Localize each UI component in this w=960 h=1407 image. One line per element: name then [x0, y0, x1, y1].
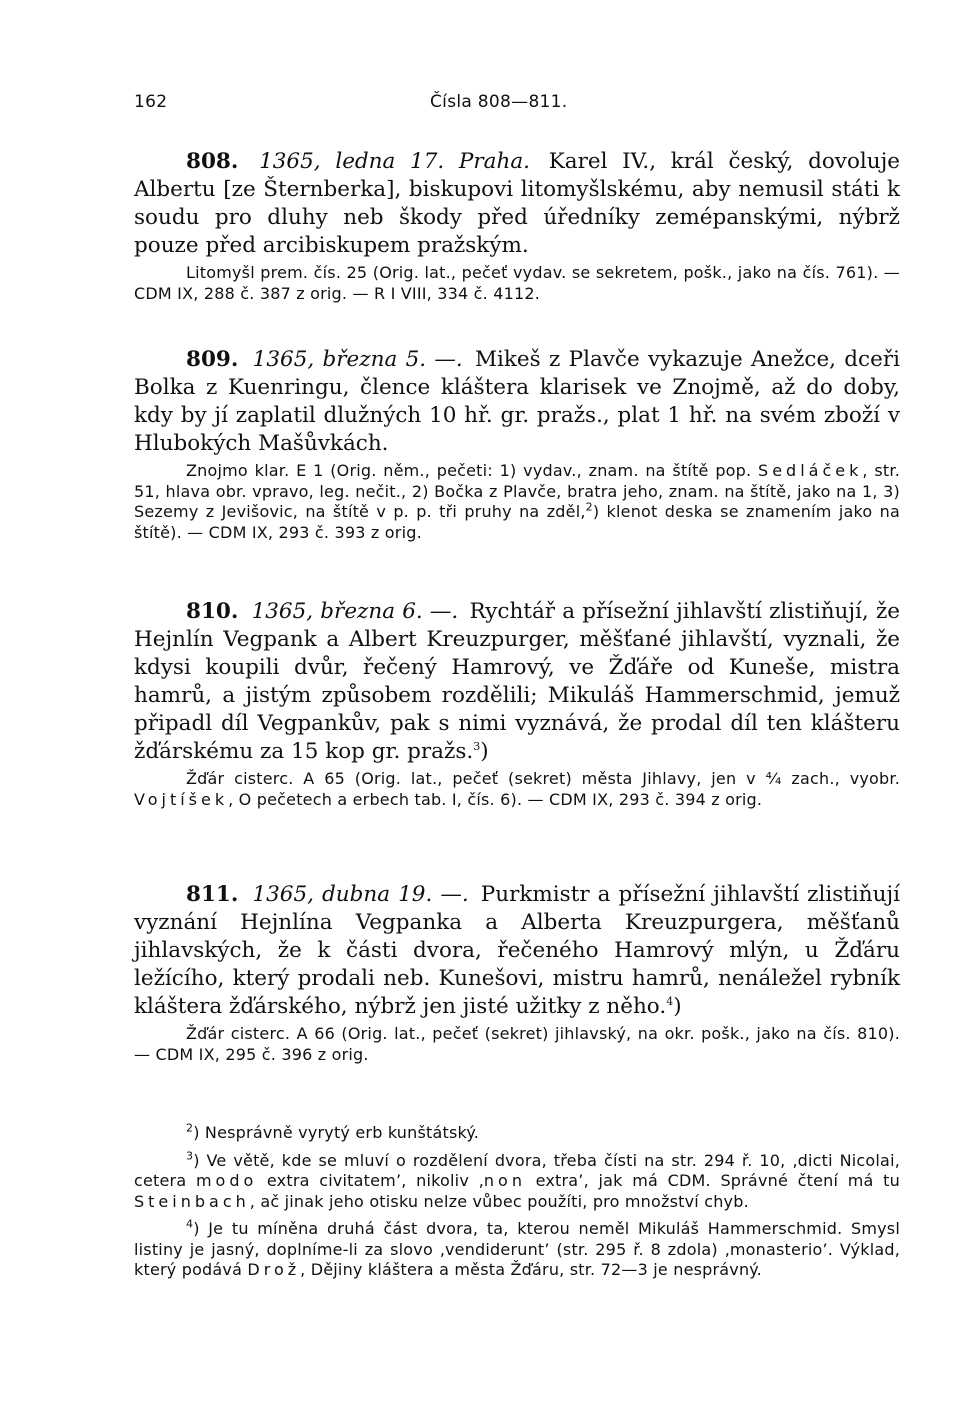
entry-source-note: Znojmo klar. E 1 (Orig. něm., pečeti: 1) vydav., znam. na štítě pop. Sedláček, str. 51, hlava obr. vpravo, leg. nečit., 2) Bočka z Plavče, bratra jeho, znam. na štítě, jako na 1, 3) Sezemy z Jevišovic, na štítě v p. p. tři pruhy na zděl,$^2$) klenot deska se znamením jako na štítě). — CDM IX, 293 č. 393 z orig.	[134, 461, 900, 542]
entry-date: 1365, dubna 19. —.	[252, 882, 469, 907]
entry-810	[134, 598, 900, 810]
entry-number: 809.	[186, 347, 239, 372]
footnote-4: $^4$) Je tu míněna druhá část dvora, ta, kterou neměl Mikuláš Hammerschmid. Smysl listiny je jasný, doplníme-li za slovo ‚vendiderunt’ (str. 295 ř. 8 zdola) ‚monasterio’. Výklad, který podává Drož, Dějiny kláštera a města Žďáru, str. 72—3 je nesprávný.	[134, 1217, 900, 1279]
entry-text: Purkmistr a přísežní jihlavští zlistiňují vyznání Hejnlína Vegpanka a Alberta Kreuzpurgera, měšťanů jihlavských, že k části dvora, řečeného Hamrový mlýn, u Žďáru ležícího, který prodali neb. Kunešovi, mistru hamrů, nenáležel rybník kláštera žďárského, nýbrž jen jisté užitky z něho.	[134, 882, 901, 1019]
spaced-name: Sedláček	[758, 461, 863, 480]
running-header	[134, 92, 900, 116]
entry-text: Mikeš z Plavče vykazuje Anežce, dceři Bolka z Kuenringu, člence kláštera klarisek ve Znojmě, až do doby, kdy by jí zaplatil dlužných 10 hř. gr. pražs., plat 1 hř. na svém zboží v Hlubokých Mašůvkách.	[134, 347, 900, 456]
footnote-ref: 3	[473, 739, 481, 753]
entry-809	[134, 346, 900, 543]
entry-text: Rychtář a přísežní jihlavští zlistiňují, že Hejnlín Vegpank a Albert Kreuzpurger, měšťané jihlavští, vyznali, že kdysi koupili dvůr, řečený Hamrový, ve Žďáře od Kuneše, mistra hamrů, a jistým způsobem rozdělili; Mikuláš Hammerschmid, jemuž připadl díl Vegpankův, pak s nimi vyznává, že prodal díl ten klášteru žďárskému za 15 kop gr. pražs.	[134, 599, 900, 764]
footnote-ref: 4	[666, 994, 674, 1008]
entry-source-note: Žďár cisterc. A 66 (Orig. lat., pečeť (sekret) jihlavský, na okr. pošk., jako na čís. 810). — CDM IX, 295 č. 396 z orig.	[134, 1024, 900, 1064]
spaced-name: Steinbach	[134, 1191, 250, 1211]
entry-number: 811.	[186, 882, 239, 907]
footnote-mark: 3	[186, 1149, 194, 1163]
entry-body	[134, 148, 900, 260]
page-number: 162	[134, 92, 168, 112]
entry-number: 810.	[186, 599, 239, 624]
footnote-2: $^2$) Nesprávně vyrytý erb kunštátský.	[186, 1121, 480, 1142]
entry-number: 808.	[186, 149, 239, 174]
spaced-word: non	[483, 1171, 526, 1190]
entry-body: 811. 1365, dubna 19. —. Purkmistr a přísežní jihlavští zlistiňují vyznání Hejnlína Vegpanka a Alberta Kreuzpurgera, měšťanů jihlavských, že k části dvora, řečeného Hamrový mlýn, u Žďáru ležícího, který prodali neb. Kunešovi, mistru hamrů, nenáležel rybník kláštera žďárského, nýbrž jen jisté užitky z něho.$^4$)	[134, 882, 901, 1019]
entry-source-note: Žďár cisterc. A 65 (Orig. lat., pečeť (sekret) města Jihlavy, jen v ⁴⁄₄ zach., vyobr. Vojtíšek, O pečetech a erbech tab. I, čís. 6). — CDM IX, 293 č. 394 z orig.	[134, 769, 900, 809]
footnote-mark: 2	[186, 1121, 194, 1135]
footnote-ref: 2	[585, 500, 593, 514]
spaced-name: Drož	[247, 1260, 301, 1279]
entry-text: Karel IV., král český, dovoluje Albertu [ze Šternberka], biskupovi litomyšlskému, aby nemusil státi k soudu pro dluhy neb škody před úředníky zemépanskými, nýbrž pouze před arcibiskupem pražským.	[134, 149, 900, 258]
spaced-word: modo	[195, 1171, 258, 1190]
footnote-3: $^3$) Ve větě, kde se mluví o rozdělení dvora, třeba čísti na str. 294 ř. 10, ‚dicti Nicolai, cetera modo extra civitatem’, nikoliv ‚non extra’, jak má CDM. Správné čtení má tu Steinbach, ač jinak jeho otisku nelze vůbec použíti, pro množství chyb.	[134, 1149, 900, 1211]
entry-body: 810. 1365, března 6. —. Rychtář a přísežní jihlavští zlistiňují, že Hejnlín Vegpank a Albert Kreuzpurger, měšťané jihlavští, vyznali, že kdysi koupili dvůr, řečený Hamrový, ve Žďáře od Kuneše, mistra hamrů, a jistým způsobem rozdělili; Mikuláš Hammerschmid, jemuž připadl díl Vegpankův, pak s nimi vyznává, že prodal díl ten klášteru žďárskému za 15 kop gr. pražs.$^3$)	[134, 599, 900, 764]
running-title: Čísla 808—811.	[430, 92, 568, 112]
entry-date: 1365, ledna 17. Praha.	[259, 149, 530, 174]
spaced-name: Vojtíšek	[134, 789, 229, 809]
entry-body	[134, 346, 900, 458]
footnote-mark: 4	[186, 1217, 194, 1231]
entry-date: 1365, března 5. —.	[252, 347, 463, 372]
entry-date: 1365, března 6. —.	[251, 599, 459, 624]
entry-808	[134, 148, 900, 304]
footnotes	[134, 1123, 900, 1288]
entry-source-note: Litomyšl prem. čís. 25 (Orig. lat., pečeť vydav. se sekretem, pošk., jako na čís. 761). — CDM IX, 288 č. 387 z orig. — R I VIII, 334 č. 4112.	[134, 263, 900, 303]
entry-811	[134, 881, 900, 1065]
